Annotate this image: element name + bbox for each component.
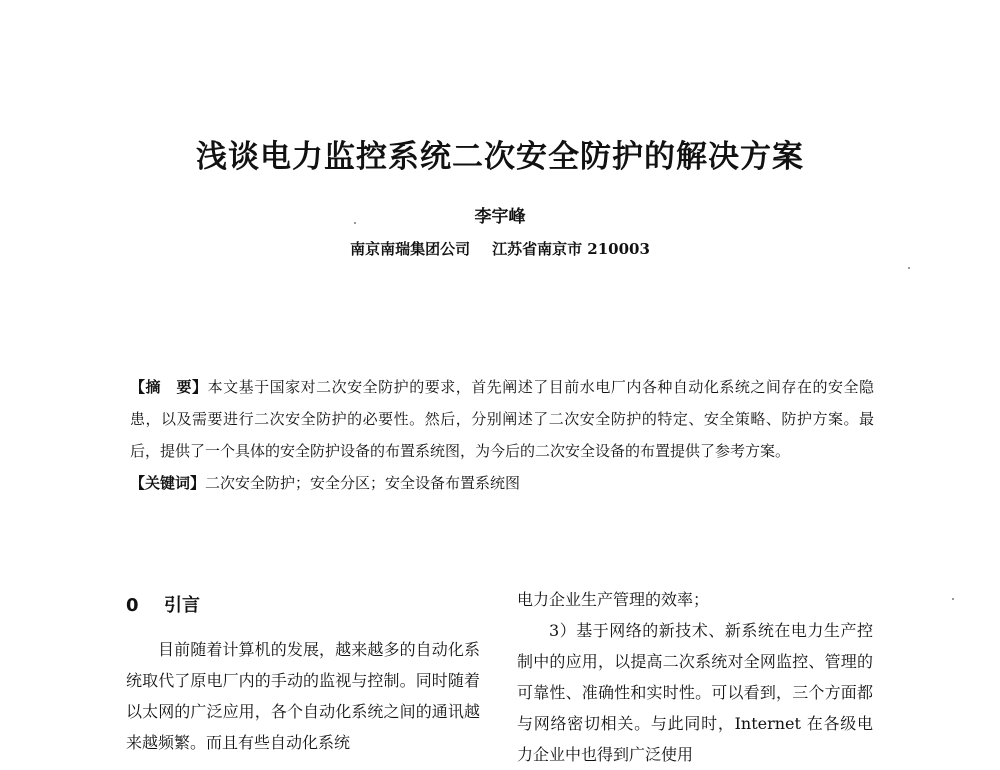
continuation-line: 电力企业生产管理的效率； bbox=[517, 590, 710, 609]
affiliation-location: 江苏省南京市 210003 bbox=[492, 240, 650, 258]
abstract-label: 【摘 要】 bbox=[130, 378, 208, 396]
abstract-block bbox=[130, 371, 874, 499]
keywords-label: 【关键词】 bbox=[130, 474, 206, 492]
abstract-text: 本文基于国家对二次安全防护的要求，首先阐述了目前水电厂内各种自动化系统之间存在的安全隐患，以及需要进行二次安全防护的必要性。然后，分别阐述了二次安全防护的特定、安全策略、防护方案。最后，提供了一个具体的安全防护设备的布置系统图，为今后的二次安全设备的布置提供了参考方案。 bbox=[130, 378, 874, 460]
scan-speck bbox=[952, 598, 954, 600]
abstract-paragraph bbox=[130, 371, 874, 467]
right-column bbox=[517, 584, 873, 770]
paper-title: 浅谈电力监控系统二次安全防护的解决方案 bbox=[196, 139, 804, 175]
author-affiliation bbox=[0, 238, 1000, 259]
left-column bbox=[126, 592, 480, 758]
section-title: 引言 bbox=[164, 595, 200, 616]
list-item-3: 3）基于网络的新技术、新系统在电力生产控制中的应用，以提高二次系统对全网监控、管理的可靠性、准确性和实时性。可以看到，三个方面都与网络密切相关。与此同时，Internet 在各级电力企业中也得到广泛使用 bbox=[517, 621, 873, 764]
intro-paragraph: 目前随着计算机的发展，越来越多的自动化系统取代了原电厂内的手动的监视与控制。同时随着以太网的广泛应用，各个自动化系统之间的通讯越来越频繁。而且有些自动化系统 bbox=[126, 640, 480, 752]
keywords-paragraph bbox=[130, 467, 874, 499]
section-heading bbox=[126, 592, 480, 620]
author-name: 李宇峰 bbox=[474, 207, 526, 227]
affiliation-org: 南京南瑞集团公司 bbox=[350, 240, 471, 258]
scan-speck bbox=[908, 267, 910, 269]
scan-speck bbox=[354, 222, 356, 224]
keywords-text: 二次安全防护；安全分区；安全设备布置系统图 bbox=[205, 474, 521, 492]
section-number: 0 bbox=[126, 595, 139, 616]
